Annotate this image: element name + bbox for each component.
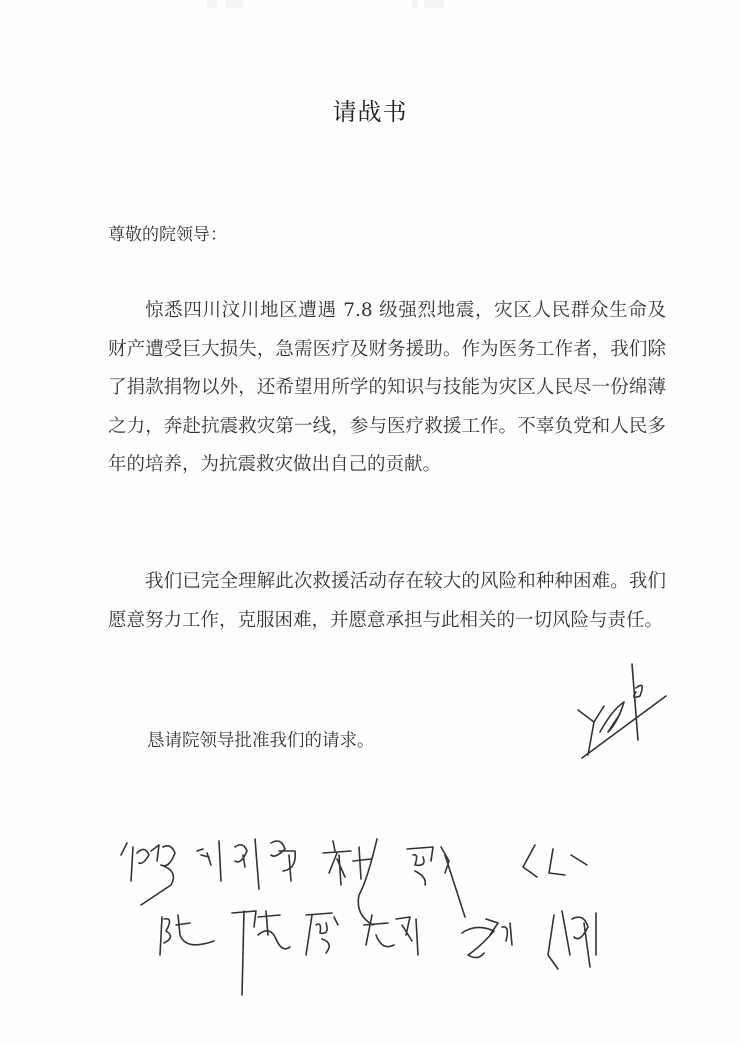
body-paragraph-2: 我们已完全理解此次救援活动存在较大的风险和种种困难。我们愿意努力工作，克服困难，并愿意承担与此相关的一切风险与责任。 xyxy=(108,571,666,631)
document-title: 请战书 xyxy=(332,98,408,126)
approval-signature xyxy=(560,650,680,770)
salutation: 尊敬的院领导： xyxy=(108,225,227,245)
scan-artifact xyxy=(207,0,217,8)
scan-artifact xyxy=(424,0,444,8)
body-paragraph-1: 惊悉四川汶川地区遭遇 7.8 级强烈地震，灾区人民群众生命及财产遭受巨大损失，急需医疗及财务援助。作为医务工作者，我们除了捐款捐物以外，还希望用所学的知识与技能为灾区人民尽一份绵薄之力，奔赴抗震救灾第一线，参与医疗救援工作。不辜负党和人民多年的培养，为抗震救灾做出自己的贡献。 xyxy=(108,300,666,475)
signatures-row-2 xyxy=(150,895,740,1005)
scan-artifact xyxy=(226,0,243,8)
signatures-row-1 xyxy=(115,825,725,905)
request-line: 恳请院领导批准我们的请求。 xyxy=(147,731,375,751)
scan-artifact xyxy=(412,0,418,8)
